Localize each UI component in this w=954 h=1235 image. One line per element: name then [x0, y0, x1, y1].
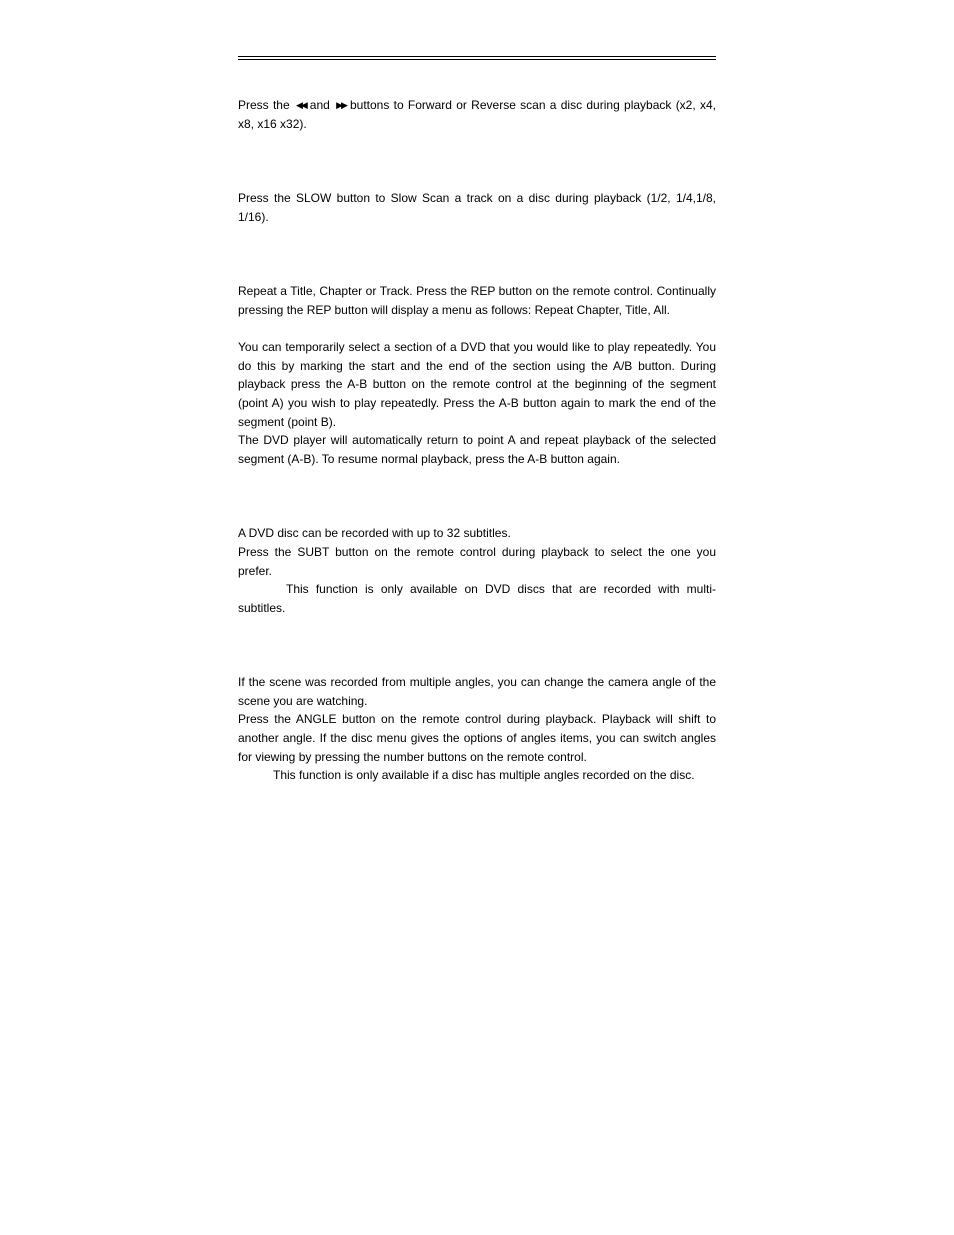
fast-forward-icon: ▶▶ [336, 100, 346, 110]
subtitles-paragraph-2: Press the SUBT button on the remote control during playback to select the one you prefer. [238, 544, 716, 578]
scan-text-and: and [309, 98, 330, 112]
scan-text-before: Press the [238, 98, 290, 112]
slow-paragraph: Press the SLOW button to Slow Scan a track on a disc during playback (1/2, 1/4,1/8, 1/16). [238, 191, 716, 224]
ab-repeat-paragraph-1: You can temporarily select a section of a DVD that you would like to play repeatedly. You do this by marking the start and the end of the section using the A/B button. During playback press the A-B button on the remote control at the beginning of the segment (point A) you wish to play repeatedly. Press the A-B button again to mark the end of the segment (point B). [238, 340, 716, 429]
subtitles-note: This function is only available on DVD discs that are recorded with multi-subtitles. [238, 582, 716, 615]
ab-repeat-paragraph-2: The DVD player will automatically return to point A and repeat playback of the selected segment (A-B). To resume normal playback, press the A-B button again. [238, 433, 716, 466]
scan-text-after: buttons to Forward or Reverse scan a disc during playback (x2, x4, x8, x16 x32). [238, 98, 716, 131]
angle-paragraph-2: Press the ANGLE button on the remote control during playback. Playback will shift to another angle. If the disc menu gives the options of angles items, you can switch angles for viewing by pressing the number buttons on the remote control. [238, 712, 716, 764]
repeat-paragraph: Repeat a Title, Chapter or Track. Press the REP button on the remote control. Continually pressing the REP button will display a menu as follows: Repeat Chapter, Title, All. [238, 284, 716, 317]
scan-paragraph [238, 96, 716, 133]
subtitles-paragraph-1: A DVD disc can be recorded with up to 32 subtitles. [238, 526, 511, 541]
manual-content [238, 96, 716, 785]
header-double-rule [238, 56, 716, 60]
fast-rewind-icon: ◀◀ [295, 100, 306, 110]
angle-note: This function is only available if a disc has multiple angles recorded on the disc. [273, 768, 695, 783]
angle-paragraph-1: If the scene was recorded from multiple angles, you can change the camera angle of the scene you are watching. [238, 675, 716, 708]
